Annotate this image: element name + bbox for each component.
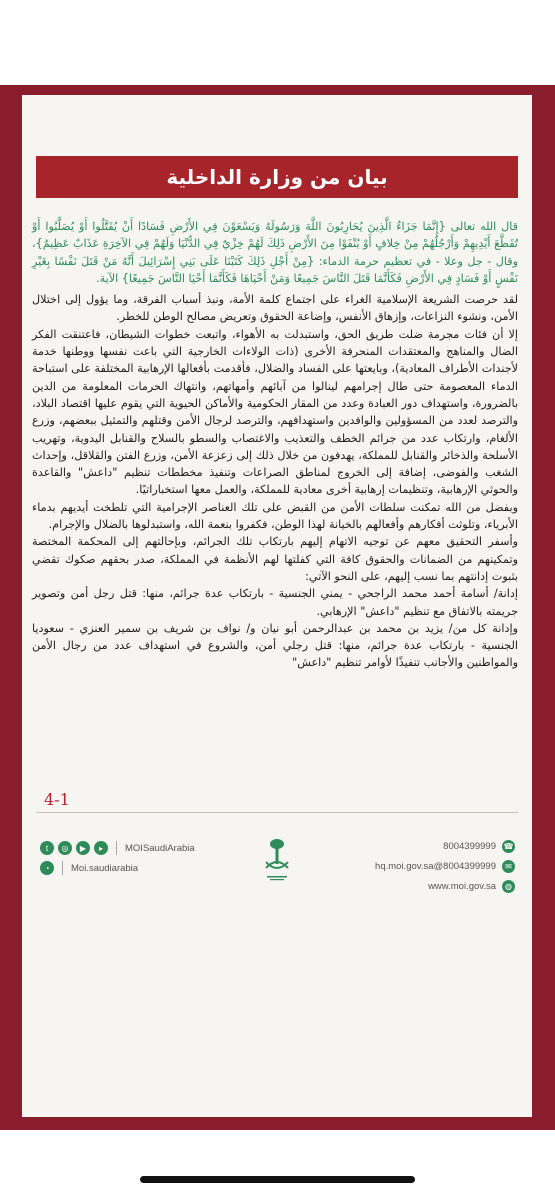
paragraph-6: وإدانة كل من/ يزيد بن محمد بن عبدالرحمن أبو نيان و/ نواف بن شريف بن سمير العنزي - سعوديا الجنسية - بارتكاب عدة جرائم، منها: قتل رجلي أمن، والشروع في استهداف عدد من رجال الأمن والمواطنين والأجانب تنفيذًا لأوامر تنظيم "داعش" <box>32 621 518 670</box>
twitter-icon[interactable]: t <box>40 841 54 855</box>
bottom-area <box>0 1130 555 1200</box>
website-link[interactable]: www.moi.gov.sa <box>428 880 496 892</box>
phone-row <box>345 836 515 856</box>
status-bar-area <box>0 0 555 85</box>
snap-handle[interactable]: Moi.saudiarabia <box>71 862 139 874</box>
paragraph-4: وأسفر التحقيق معهم عن توجيه الاتهام إليهم بارتكاب تلك الجرائم، وبإحالتهم إلى المحكمة المختصة وتمكينهم من الضمانات والحقوق كافة التي كفلتها لهم الأنظمة في المملكة، صدر بحقهم صكوك تقضي بثبوت إدانتهم بما نسب إليهم، على النحو الآتي: <box>32 535 518 583</box>
document-body <box>32 218 518 763</box>
title-banner <box>36 156 518 198</box>
paragraph-3: وبفضل من الله تمكنت سلطات الأمن من القبض على تلك العناصر الإجرامية التي تلطخت أيديهم بدماء الأبرياء، وتلوثت أفكارهم وأفعالهم بالخيانة لهذا الوطن، فكفروا بنعمة الله، واستبدلوها بالضلال والإجرام. <box>32 500 518 532</box>
website-row <box>345 876 515 896</box>
video-icon[interactable]: ▶ <box>76 841 90 855</box>
social-row <box>40 838 240 858</box>
paragraph-2: إلا أن فئات مجرمة ضلت طريق الحق، واستبدلت به الأهواء، واتبعت خطوات الشيطان، فاعتنقت الفكر الضال والمناهج والمعتقدات المنحرفة الأخرى (ذات الولاءات الخارجية التي باعت نفسها ووطنها خدمة لأجندات الأطراف المعادية)، وبايعتها على الفساد والضلال، فأقدمت بأفعالها الإرهابية المختلفة على استباحة الدماء المعصومة حتى طال إجرامهم لينالوا من آبائهم وأمهاتهم، وانتهاك الحرمات المعلومة من الدين بالضرورة، واستهداف دور العبادة وعدد من المقار الحكومية والأماكن الحيوية التي يقوم عليها اقتصاد البلاد، والترصد لعدد من المسؤولين والوافدين واستهدافهم، والترصد لرجال الأمن وقتلهم والتمثيل ببعضهم، وزرع الألغام، وارتكاب عدد من جرائم الخطف والتعذيب والاغتصاب والسطو بالسلاح والقنابل اليدوية، وتهريب الأسلحة والذخائر والقنابل للمملكة، يهدفون من خلال ذلك إلى زعزعة الأمن، وزرع الفتن والقلاقل، وإحداث الشغب والفوضى، إضافة إلى الخروج لمناطق الصراعات وتنفيذ مخططات تنظيم "داعش" والقاعدة والحوثي الإرهابية، وتنظيمات إرهابية أخرى معادية للمملكة، والعمل معها استخباراتيًا. <box>32 327 518 497</box>
email-address[interactable]: 8004399999@hq.moi.gov.sa <box>375 860 496 872</box>
youtube-icon[interactable]: ▸ <box>94 841 108 855</box>
separator <box>116 841 117 855</box>
snapchat-row <box>40 858 240 878</box>
quran-verse: قال الله تعالى {إِنَّمَا جَزَاءُ الَّذِينَ يُحَارِبُونَ اللَّهَ وَرَسُولَهُ وَيَسْعَوْنَ فِي الأَرْضِ فَسَادًا أَنْ يُقَتَّلُوا أَوْ يُصَلَّبُوا أَوْ تُقَطَّعَ أَيْدِيهِمْ وَأَرْجُلُهُمْ مِنْ خِلافٍ أَوْ يُنْفَوْا مِنَ الأَرْضِ ذَلِكَ لَهُمْ خِزْيٌ فِي الدُّنْيَا وَلَهُمْ فِي الآخِرَةِ عَذَابٌ عَظِيمٌ}، وقال - جل وعلا - في تعظيم حرمة الدماء: {مِنْ أَجْلِ ذَلِكَ كَتَبْنَا عَلَى بَنِي إِسْرَائِيلَ أَنَّهُ مَنْ قَتَلَ نَفْسًا بِغَيْرِ نَفْسٍ أَوْ فَسَادٍ فِي الأَرْضِ فَكَأَنَّمَا قَتَلَ النَّاسَ جَمِيعًا وَمَنْ أَحْيَاهَا فَكَأَنَّمَا أَحْيَا النَّاسَ جَمِيعًا} الآية. <box>32 220 518 285</box>
paragraph-1: لقد حرصت الشريعة الإسلامية الغراء على اجتماع كلمة الأمة، ونبذ أسباب الفرقة، وما يؤول إلى اختلال الأمن، ونشوء النزاعات، وإزهاق الأنفس، وإضاعة الحقوق وتعريض مصالح الوطن للخطر. <box>32 293 518 324</box>
phone-number[interactable]: 8004399999 <box>443 840 496 852</box>
social-links <box>40 838 240 878</box>
saudi-emblem-icon <box>262 838 292 882</box>
home-indicator[interactable] <box>140 1176 415 1183</box>
contact-info <box>345 836 515 896</box>
phone-icon: ☎ <box>503 841 514 851</box>
social-handle[interactable]: MOISaudiArabia <box>125 842 195 854</box>
snapchat-icon[interactable]: ◔ <box>40 861 54 875</box>
email-icon: ✉ <box>502 860 515 873</box>
instagram-icon[interactable]: ◎ <box>58 841 72 855</box>
footer-divider <box>36 812 518 813</box>
email-row <box>345 856 515 876</box>
document-title: بيان من وزارة الداخلية <box>166 165 388 189</box>
paragraph-5: إدانة/ أسامة أحمد محمد الراجحي - يمني الجنسية - بارتكاب عدة جرائم، منها: قتل رجل أمن وتصوير جريمته بالاتفاق مع تنظيم "داعش" الإرهابي. <box>32 587 518 618</box>
globe-icon: ◍ <box>502 880 515 893</box>
separator <box>62 861 63 875</box>
page-number: 4-1 <box>44 790 70 809</box>
